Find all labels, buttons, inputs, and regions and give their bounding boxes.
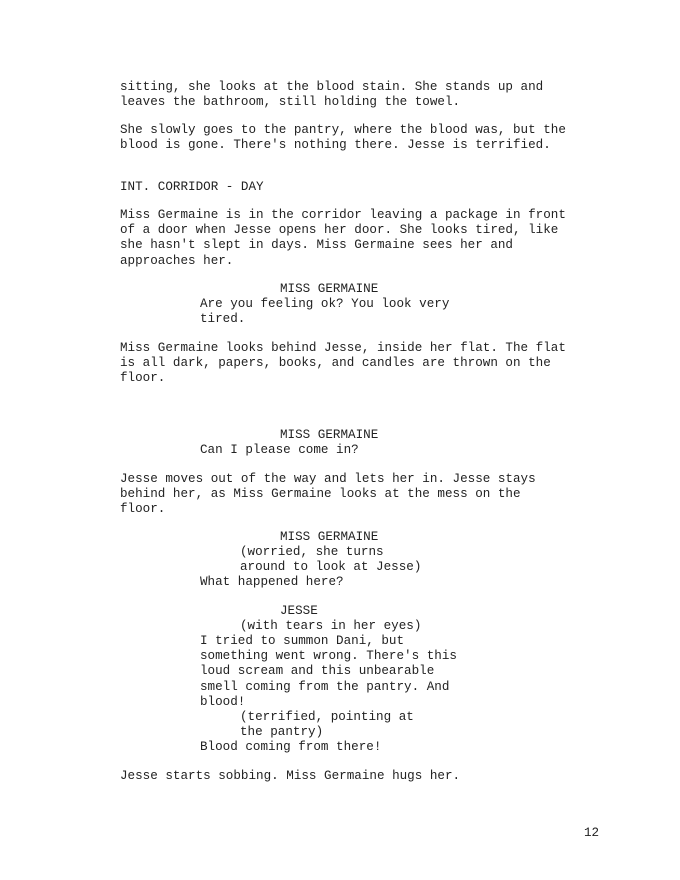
action-line: Miss Germaine looks behind Jesse, inside her flat. The flat is all dark, papers, books, and candles are thrown on the floor. (120, 341, 566, 386)
action-line: Miss Germaine is in the corridor leaving a package in front of a door when Jesse opens her door. She looks tired, like she hasn't slept in days. Miss Germaine sees her and approaches her. (120, 208, 566, 268)
character-name: MISS GERMAINE (280, 530, 379, 544)
scene-heading: INT. CORRIDOR - DAY (120, 180, 264, 194)
character-name: MISS GERMAINE (280, 428, 379, 442)
action-line: Jesse starts sobbing. Miss Germaine hugs her. (120, 769, 461, 783)
dialogue: Can I please come in? (200, 443, 359, 457)
dialogue: Are you feeling ok? You look very tired. (200, 297, 450, 327)
action-line: sitting, she looks at the blood stain. She stands up and leaves the bathroom, still holding the towel. (120, 80, 544, 110)
character-name: MISS GERMAINE (280, 282, 379, 296)
page-number: 12 (584, 826, 600, 840)
dialogue: Blood coming from there! (200, 740, 382, 754)
action-line: Jesse moves out of the way and lets her in. Jesse stays behind her, as Miss Germaine looks at the mess on the floor. (120, 472, 536, 517)
dialogue: I tried to summon Dani, but something went wrong. There's this loud scream and this unbearable smell coming from the pantry. And blood! (200, 634, 457, 709)
parenthetical: (worried, she turns around to look at Jesse) (240, 545, 422, 575)
action-line: She slowly goes to the pantry, where the blood was, but the blood is gone. There's nothing there. Jesse is terrified. (120, 123, 566, 153)
parenthetical: (with tears in her eyes) (240, 619, 422, 633)
dialogue: What happened here? (200, 575, 344, 589)
parenthetical: (terrified, pointing at the pantry) (240, 710, 414, 740)
character-name: JESSE (280, 604, 318, 618)
